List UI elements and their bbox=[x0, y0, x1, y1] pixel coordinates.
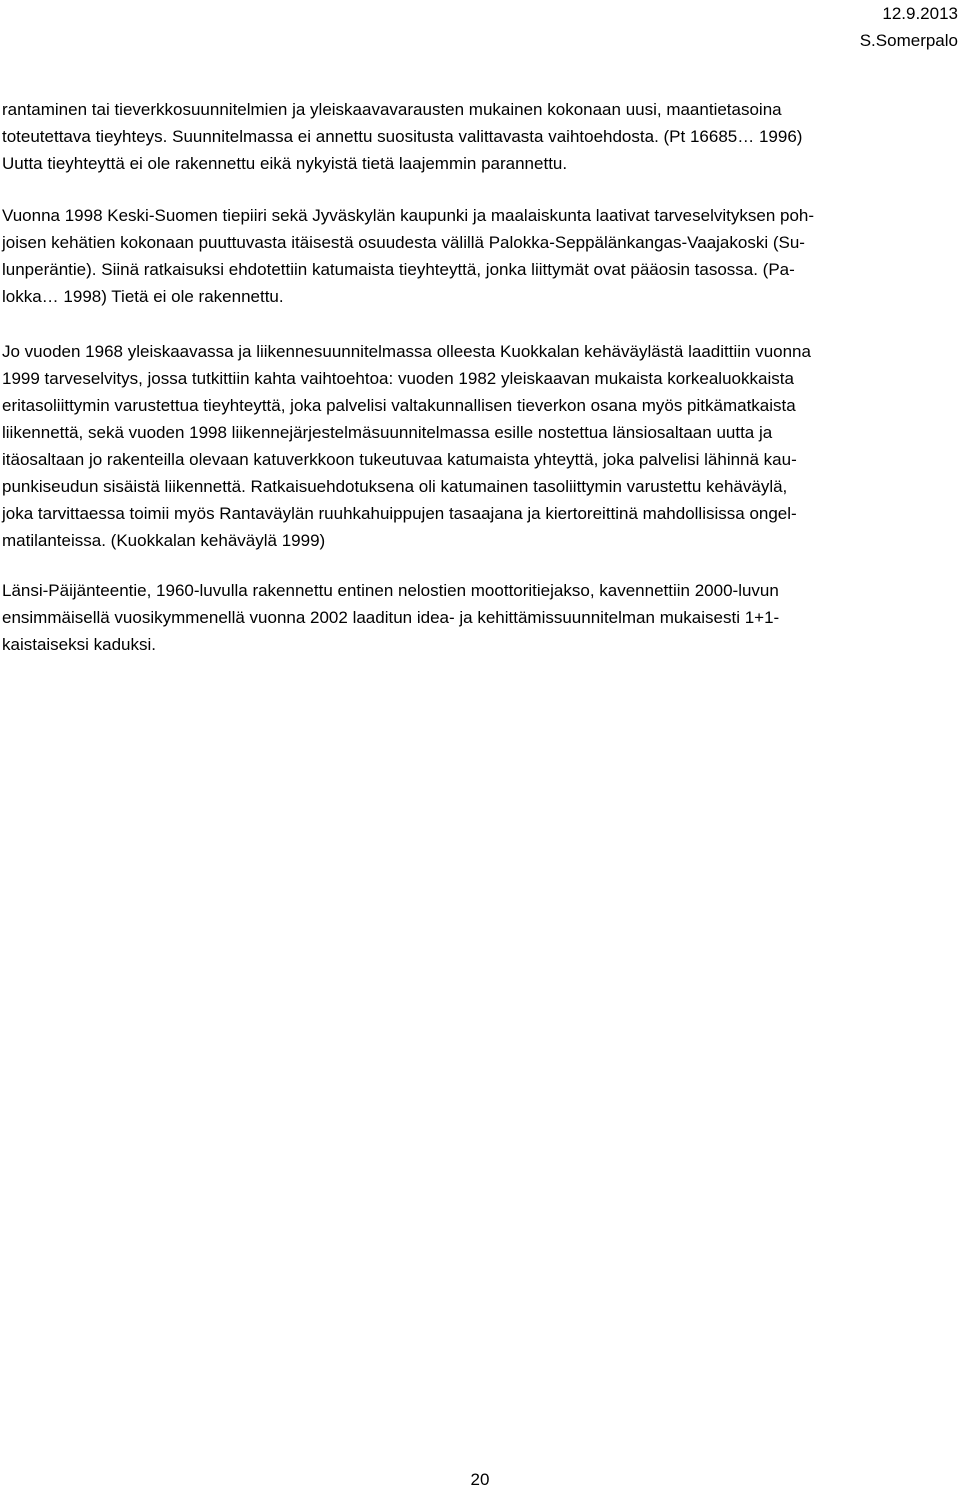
paragraph-line: Jo vuoden 1968 yleiskaavassa ja liikennesuunnitelmassa olleesta Kuokkalan kehäväylästä laadittiin vuonna bbox=[2, 342, 811, 361]
paragraph-4 bbox=[2, 577, 779, 658]
page-header bbox=[860, 0, 958, 54]
paragraph-line: lokka… 1998) Tietä ei ole rakennettu. bbox=[2, 287, 284, 306]
paragraph-line: eritasoliittymin varustettua tieyhteyttä, joka palvelisi valtakunnallisen tieverkon osana myös pitkämatkaista bbox=[2, 396, 796, 415]
paragraph-3 bbox=[2, 338, 811, 554]
paragraph-line: rantaminen tai tieverkkosuunnitelmien ja yleiskaavavarausten mukainen kokonaan uusi, maantietasoina bbox=[2, 100, 782, 119]
paragraph-line: 1999 tarveselvitys, jossa tutkittiin kahta vaihtoehtoa: vuoden 1982 yleiskaavan mukaista korkealuokkaista bbox=[2, 369, 794, 388]
paragraph-line: liikennettä, sekä vuoden 1998 liikennejärjestelmäsuunnitelmassa esille nostettua länsiosaltaan uutta ja bbox=[2, 423, 773, 442]
paragraph-line: matilanteissa. (Kuokkalan kehäväylä 1999) bbox=[2, 531, 326, 550]
paragraph-line: joisen kehätien kokonaan puuttuvasta itäisestä osuudesta välillä Palokka-Seppälänkangas-Vaajakoski (Su- bbox=[2, 233, 805, 252]
paragraph-line: toteutettava tieyhteys. Suunnitelmassa ei annettu suositusta valittavasta vaihtoehdosta. (Pt 16685… 1996) bbox=[2, 127, 803, 146]
paragraph-line: Vuonna 1998 Keski-Suomen tiepiiri sekä Jyväskylän kaupunki ja maalaiskunta laativat tarveselvityksen poh- bbox=[2, 206, 815, 225]
paragraph-line: joka tarvittaessa toimii myös Rantaväylän ruuhkahuippujen tasaajana ja kiertoreittinä mahdollisissa ongel- bbox=[2, 504, 797, 523]
paragraph-1 bbox=[2, 96, 802, 177]
page-number: 20 bbox=[470, 1470, 490, 1489]
paragraph-line: punkiseudun sisäistä liikennettä. Ratkaisuehdotuksena oli katumainen tasoliittymin varustettu kehäväylä, bbox=[2, 477, 788, 496]
paragraph-line: ensimmäisellä vuosikymmenellä vuonna 2002 laaditun idea- ja kehittämissuunnitelman mukaisesti 1+1- bbox=[2, 608, 780, 627]
paragraph-line: kaistaiseksi kaduksi. bbox=[2, 635, 157, 654]
header-author: S.Somerpalo bbox=[859, 31, 958, 50]
paragraph-line: Länsi-Päijänteentie, 1960-luvulla rakennettu entinen nelostien moottoritiejakso, kavennettiin 2000-luvun bbox=[2, 581, 779, 600]
paragraph-line: itäosaltaan jo rakenteilla olevaan katuverkkoon tukeutuvaa katumaista yhteyttä, joka palvelisi lähinnä kau- bbox=[2, 450, 797, 469]
paragraph-line: lunperäntie). Siinä ratkaisuksi ehdotettiin katumaista tieyhteyttä, jonka liittymät ovat pääosin tasossa. (Pa- bbox=[2, 260, 795, 279]
paragraph-line: Uutta tieyhteyttä ei ole rakennettu eikä nykyistä tietä laajemmin parannettu. bbox=[2, 154, 568, 173]
header-date: 12.9.2013 bbox=[882, 4, 958, 23]
paragraph-2 bbox=[2, 202, 814, 310]
